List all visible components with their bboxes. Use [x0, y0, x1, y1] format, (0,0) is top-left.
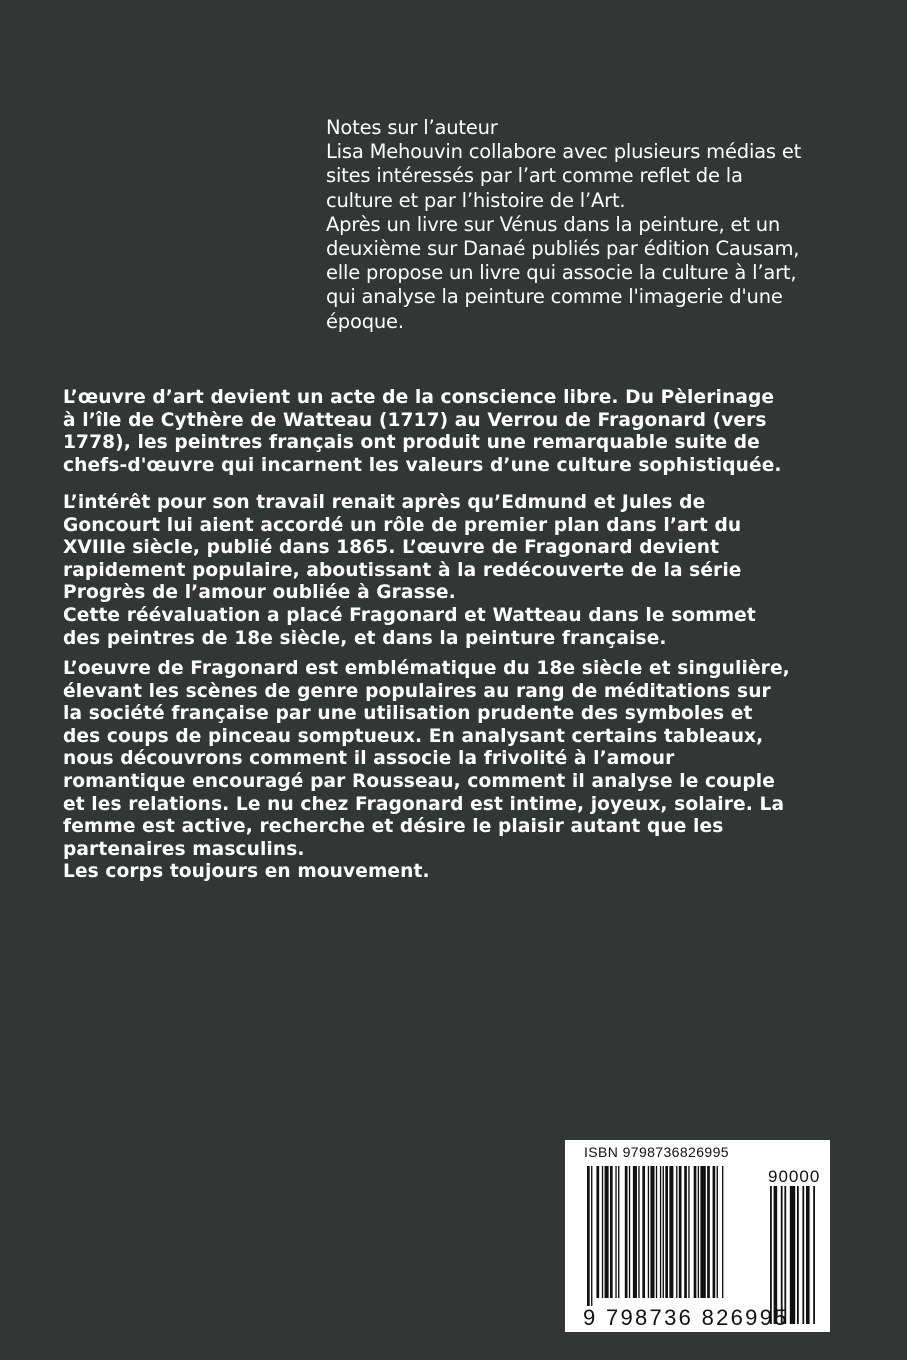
barcode-bar — [806, 1186, 810, 1324]
barcode-box — [565, 1140, 830, 1332]
author-notes — [326, 116, 866, 334]
blurb-paragraph-2 — [63, 492, 863, 650]
isbn-label: ISBN 9798736826995 — [584, 1144, 729, 1160]
author-notes-line: Lisa Mehouvin collabore avec plusieurs médias et — [326, 140, 802, 164]
blurb-line: 1778), les peintres français ont produit une remarquable suite de — [63, 432, 760, 454]
barcode-bar — [618, 1166, 619, 1298]
blurb-line: Progrès de l’amour oubliée à Grasse. — [63, 582, 456, 604]
blurb-line: des coups de pinceau somptueux. En analysant certains tableaux, — [63, 725, 764, 747]
barcode-bar — [669, 1166, 673, 1298]
barcode-bar — [596, 1166, 599, 1298]
blurb-line: femme est active, recherche et désire le plaisir autant que les — [63, 816, 724, 838]
barcode-bar — [770, 1186, 772, 1324]
barcode-bar — [587, 1166, 590, 1306]
author-notes-line: deuxième sur Danaé publiés par édition Causam, — [326, 237, 800, 261]
barcode-bar — [790, 1186, 795, 1324]
barcode-bar — [802, 1186, 804, 1324]
blurb-line: nous découvrons comment il associe la frivolité à l’amour — [63, 748, 675, 770]
barcode-bar — [676, 1166, 677, 1298]
blurb-line: L’intérêt pour son travail renait après qu’Edmund et Jules de — [63, 492, 706, 513]
ean-digits: 9 798736 826995 — [583, 1305, 789, 1330]
blurb-line: et les relations. Le nu chez Fragonard est intime, joyeux, solaire. La — [63, 793, 785, 815]
barcode-bar — [648, 1166, 649, 1298]
blurb-line: romantique encouragé par Rousseau, comment il analyse le couple — [63, 770, 775, 792]
barcode-bar — [688, 1166, 689, 1298]
blurb-line: à l’île de Cythère de Watteau (1717) au Verrou de Fragonard (vers — [63, 409, 767, 431]
blurb-line: partenaires masculins. — [63, 838, 305, 860]
author-notes-line: culture et par l’histoire de l’Art. — [326, 188, 626, 212]
barcode-bar — [605, 1166, 609, 1298]
barcode-bar — [642, 1166, 645, 1298]
blurb-line: élevant les scènes de genre populaires au rang de méditations sur — [63, 680, 771, 702]
barcode-bar — [679, 1166, 682, 1298]
barcode-bar — [591, 1166, 592, 1306]
blurb-line: XVIIIe siècle, publié dans 1865. L’œuvre de Fragonard devient — [63, 537, 720, 559]
barcode-bar — [797, 1186, 799, 1324]
barcode-bar — [781, 1186, 783, 1324]
blurb-paragraph-3 — [63, 658, 863, 884]
barcode-bar — [602, 1166, 603, 1298]
barcode-bar — [629, 1166, 630, 1298]
barcode-bar — [638, 1166, 639, 1298]
blurb-line: Les corps toujours en mouvement. — [63, 861, 430, 883]
addon-digits: 90000 — [768, 1167, 821, 1186]
blurb-paragraph-1 — [63, 387, 863, 477]
barcode-bar — [784, 1186, 786, 1324]
author-notes-line: sites intéressés par l’art comme reflet de la — [326, 164, 743, 188]
barcode-bar — [700, 1166, 705, 1298]
blurb-line: Cette réévaluation a placé Fragonard et Watteau dans le sommet — [63, 604, 756, 626]
barcode-bar — [656, 1166, 657, 1298]
barcode-bar — [722, 1166, 723, 1298]
blurb-line: L’œuvre d’art devient un acte de la conscience libre. Du Pèlerinage — [63, 387, 775, 408]
barcode-bar — [665, 1166, 668, 1298]
barcode-bar — [694, 1166, 697, 1298]
barcode-bar — [660, 1166, 661, 1298]
blurb-line: rapidement populaire, aboutissant à la redécouverte de la série — [63, 559, 742, 581]
blurb-line: des peintres de 18e siècle, et dans la peinture française. — [63, 627, 667, 649]
blurb-line: L’oeuvre de Fragonard est emblématique du 18e siècle et singulière, — [63, 658, 790, 679]
ean-barcode — [587, 1166, 755, 1306]
barcode-bar — [698, 1166, 699, 1298]
barcode-bar — [633, 1166, 637, 1298]
barcode-bar — [625, 1166, 628, 1298]
barcode-bar — [663, 1166, 664, 1298]
author-notes-heading: Notes sur l’auteur — [326, 116, 498, 139]
author-notes-line: Après un livre sur Vénus dans la peinture, et un — [326, 212, 781, 236]
barcode-bar — [610, 1166, 613, 1298]
barcode-bar — [707, 1166, 710, 1298]
barcode-bar — [813, 1186, 815, 1324]
blurb-line: chefs-d'œuvre qui incarnent les valeurs d’une culture sophistiquée. — [63, 454, 782, 476]
barcode-bar — [615, 1166, 616, 1298]
barcode-bar — [717, 1166, 718, 1298]
barcode-bar — [713, 1166, 716, 1298]
blurb-line: la société française par une utilisation prudente des symboles et — [63, 703, 753, 725]
author-notes-line: qui analyse la peinture comme l'imagerie d'une — [326, 285, 783, 309]
barcode-bar — [650, 1166, 654, 1298]
author-notes-line: elle propose un livre qui associe la culture à l’art, — [326, 261, 797, 285]
author-notes-line: époque. — [326, 309, 404, 333]
addon-barcode — [770, 1186, 820, 1324]
barcode-bar — [684, 1166, 687, 1298]
barcode-bar — [774, 1186, 778, 1324]
blurb-line: Goncourt lui aient accordé un rôle de premier plan dans l’art du — [63, 514, 742, 536]
